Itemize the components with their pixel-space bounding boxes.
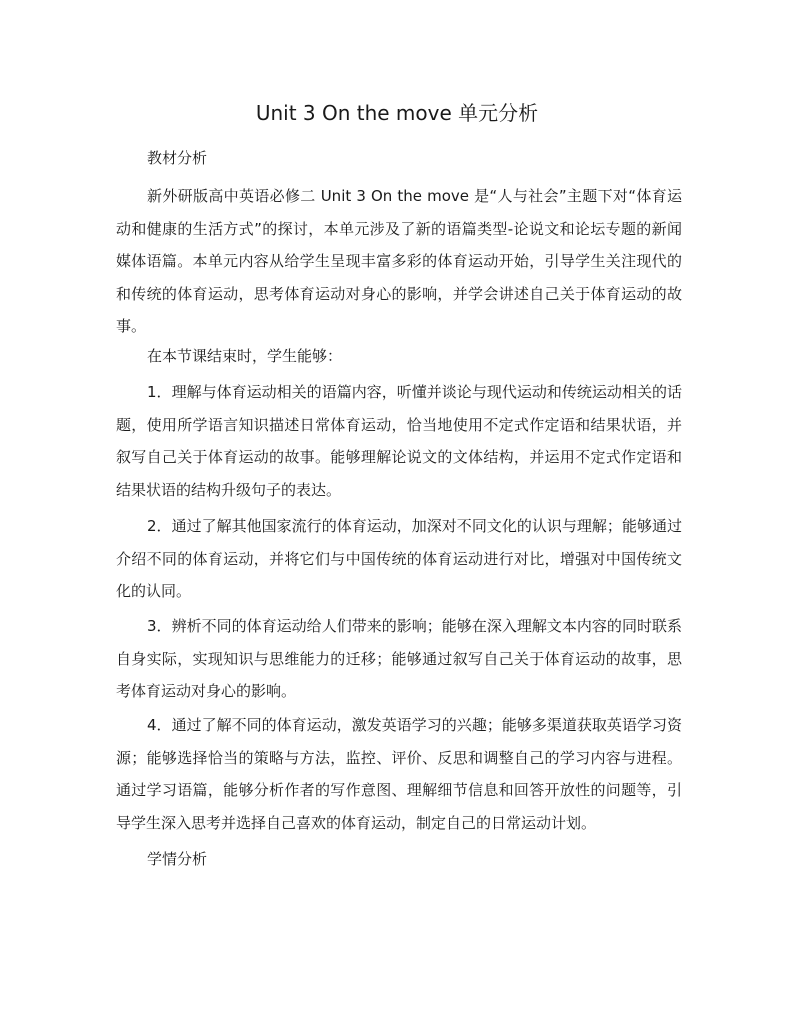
document-title: Unit 3 On the move 单元分析 (255, 101, 539, 125)
objectives-lead: 在本节课结束时，学生能够： (147, 347, 343, 365)
section-heading-textbook-analysis: 教材分析 (147, 149, 208, 167)
objective-item-3: 3．辨析不同的体育运动给人们带来的影响；能够在深入理解文本内容的同时联系自身实际，实现知识与思维能力的迁移；能够通过叙写自己关于体育运动的故事，思考体育运动对身心的影响。 (116, 617, 682, 700)
objective-item-4: 4．通过了解不同的体育运动，激发英语学习的兴趣；能够多渠道获取英语学习资源；能够选择恰当的策略与方法，监控、评价、反思和调整自己的学习内容与进程。通过学习语篇，能够分析作者的写作意图、理解细节信息和回答开放性的问题等，引导学生深入思考并选择自己喜欢的体育运动，制定自己的日常运动计划。 (116, 716, 682, 832)
objective-item-1: 1．理解与体育运动相关的语篇内容，听懂并谈论与现代运动和传统运动相关的话题，使用所学语言知识描述日常体育运动，恰当地使用不定式作定语和结果状语，并叙写自己关于体育运动的故事。能够理解论说文的文体结构，并运用不定式作定语和结果状语的结构升级句子的表达。 (116, 383, 682, 499)
objective-item-2: 2．通过了解其他国家流行的体育运动，加深对不同文化的认识与理解；能够通过介绍不同的体育运动，并将它们与中国传统的体育运动进行对比，增强对中国传统文化的认同。 (116, 517, 682, 600)
section-heading-student-analysis: 学情分析 (147, 850, 208, 868)
intro-paragraph: 新外研版高中英语必修二 Unit 3 On the move 是“人与社会”主题下对“体育运动和健康的生活方式”的探讨，本单元涉及了新的语篇类型-论说文和论坛专题的新闻媒体语篇。本单元内容从给学生呈现丰富多彩的体育运动开始，引导学生关注现代的和传统的体育运动，思考体育运动对身心的影响，并学会讲述自己关于体育运动的故事。 (116, 187, 682, 335)
